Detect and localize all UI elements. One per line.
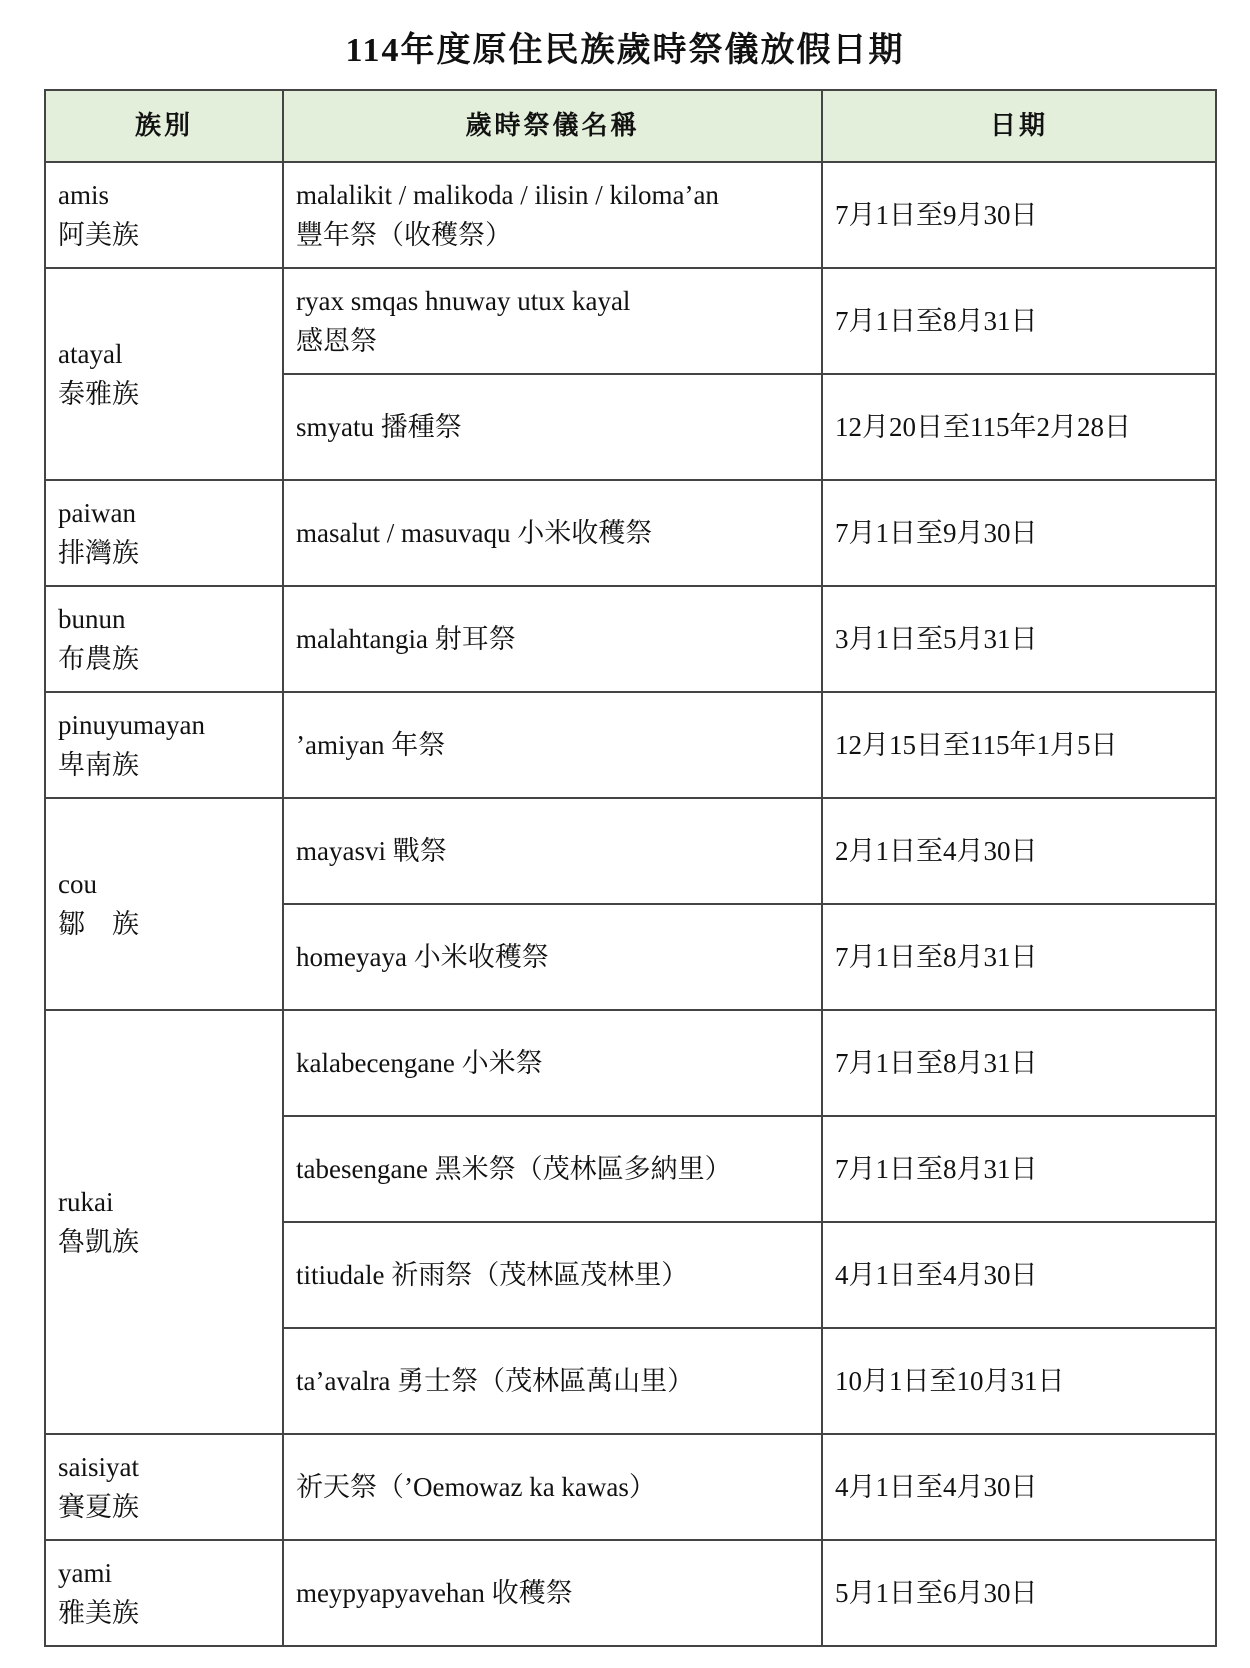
tribe-name-zh: 卑南族: [58, 750, 139, 780]
festival-name: ryax smqas hnuway utux kayal: [296, 286, 631, 316]
table-header-row: [45, 90, 1216, 162]
festival-name: ta’avalra 勇士祭（茂林區萬山里）: [296, 1366, 695, 1396]
tribe-name-zh: 雅美族: [58, 1598, 139, 1628]
tribe-cell-amis: [45, 162, 283, 268]
table-row: [45, 1010, 1216, 1116]
tribe-name-zh: 賽夏族: [58, 1492, 139, 1522]
tribe-cell-atayal: [45, 268, 283, 480]
festival-date: 4月1日至4月30日: [822, 1222, 1216, 1328]
tribe-name-zh: 泰雅族: [58, 379, 139, 409]
tribe-name-en: rukai: [58, 1187, 114, 1217]
festival-date: 10月1日至10月31日: [822, 1328, 1216, 1434]
festival-name-cell: [283, 374, 822, 480]
festival-date: 7月1日至9月30日: [822, 480, 1216, 586]
festival-name: meypyapyavehan 收穫祭: [296, 1578, 573, 1608]
tribe-cell-yami: [45, 1540, 283, 1646]
festival-date: 5月1日至6月30日: [822, 1540, 1216, 1646]
tribe-cell-bunun: [45, 586, 283, 692]
festival-name: ’amiyan 年祭: [296, 730, 446, 760]
tribe-cell-cou: [45, 798, 283, 1010]
festival-name: masalut / masuvaqu 小米收穫祭: [296, 518, 653, 548]
festival-date: 7月1日至8月31日: [822, 1116, 1216, 1222]
festival-name-cell: [283, 1116, 822, 1222]
festival-name: tabesengane 黑米祭（茂林區多納里）: [296, 1154, 732, 1184]
tribe-name-en: yami: [58, 1558, 112, 1588]
page-title: 114年度原住民族歲時祭儀放假日期: [345, 32, 905, 69]
tribe-name-zh: 阿美族: [58, 220, 139, 250]
tribe-name-en: pinuyumayan: [58, 710, 205, 740]
festival-date: 7月1日至8月31日: [822, 268, 1216, 374]
header-date: 日期: [822, 90, 1216, 162]
table-row: [45, 798, 1216, 904]
festival-name-cell: [283, 692, 822, 798]
festival-name-cell: [283, 268, 822, 374]
festival-name: malalikit / malikoda / ilisin / kiloma’an: [296, 180, 719, 210]
tribe-name-en: paiwan: [58, 498, 136, 528]
festival-name-cell: [283, 586, 822, 692]
table-row: [45, 162, 1216, 268]
tribe-cell-pinuyumayan: [45, 692, 283, 798]
table-row: [45, 1434, 1216, 1540]
tribe-name-en: atayal: [58, 339, 123, 369]
festival-name: 祈天祭（’Oemowaz ka kawas）: [296, 1472, 656, 1502]
table-row: [45, 1540, 1216, 1646]
table-row: [45, 480, 1216, 586]
table-row: [45, 586, 1216, 692]
festival-date: 4月1日至4月30日: [822, 1434, 1216, 1540]
festival-date: 12月15日至115年1月5日: [822, 692, 1216, 798]
table-row: [45, 692, 1216, 798]
festival-date: 7月1日至8月31日: [822, 1010, 1216, 1116]
tribe-name-zh: 魯凱族: [58, 1227, 139, 1257]
festival-name: titiudale 祈雨祭（茂林區茂林里）: [296, 1260, 689, 1290]
festival-name-cell: [283, 480, 822, 586]
festival-name-cell: [283, 1222, 822, 1328]
tribe-name-zh: 鄒 族: [58, 909, 139, 939]
festival-name-cell: [283, 162, 822, 268]
festival-date: 3月1日至5月31日: [822, 586, 1216, 692]
festival-name-cell: [283, 1434, 822, 1540]
festival-name-zh: 豐年祭（收穫祭）: [296, 220, 512, 250]
festival-date: 2月1日至4月30日: [822, 798, 1216, 904]
festival-name: homeyaya 小米收穫祭: [296, 942, 549, 972]
tribe-name-en: saisiyat: [58, 1452, 139, 1482]
festival-name: smyatu 播種祭: [296, 412, 462, 442]
festival-name-cell: [283, 1540, 822, 1646]
festival-name-cell: [283, 904, 822, 1010]
festival-date: 7月1日至8月31日: [822, 904, 1216, 1010]
festival-name-cell: [283, 798, 822, 904]
header-festival-name: 歲時祭儀名稱: [283, 90, 822, 162]
table-row: [45, 268, 1216, 374]
festival-name-cell: [283, 1010, 822, 1116]
header-tribe: 族別: [45, 90, 283, 162]
festival-name: kalabecengane 小米祭: [296, 1048, 543, 1078]
tribe-name-zh: 排灣族: [58, 538, 139, 568]
festival-date: 7月1日至9月30日: [822, 162, 1216, 268]
festival-name: mayasvi 戰祭: [296, 836, 447, 866]
tribe-cell-saisiyat: [45, 1434, 283, 1540]
festival-name-zh: 感恩祭: [296, 326, 377, 356]
festival-name-cell: [283, 1328, 822, 1434]
festival-name: malahtangia 射耳祭: [296, 624, 516, 654]
tribe-name-en: bunun: [58, 604, 126, 634]
festival-date: 12月20日至115年2月28日: [822, 374, 1216, 480]
tribe-name-en: amis: [58, 180, 109, 210]
tribe-name-zh: 布農族: [58, 644, 139, 674]
tribe-name-en: cou: [58, 869, 97, 899]
tribe-cell-rukai: [45, 1010, 283, 1434]
festival-holiday-table: [44, 89, 1217, 1647]
tribe-cell-paiwan: [45, 480, 283, 586]
